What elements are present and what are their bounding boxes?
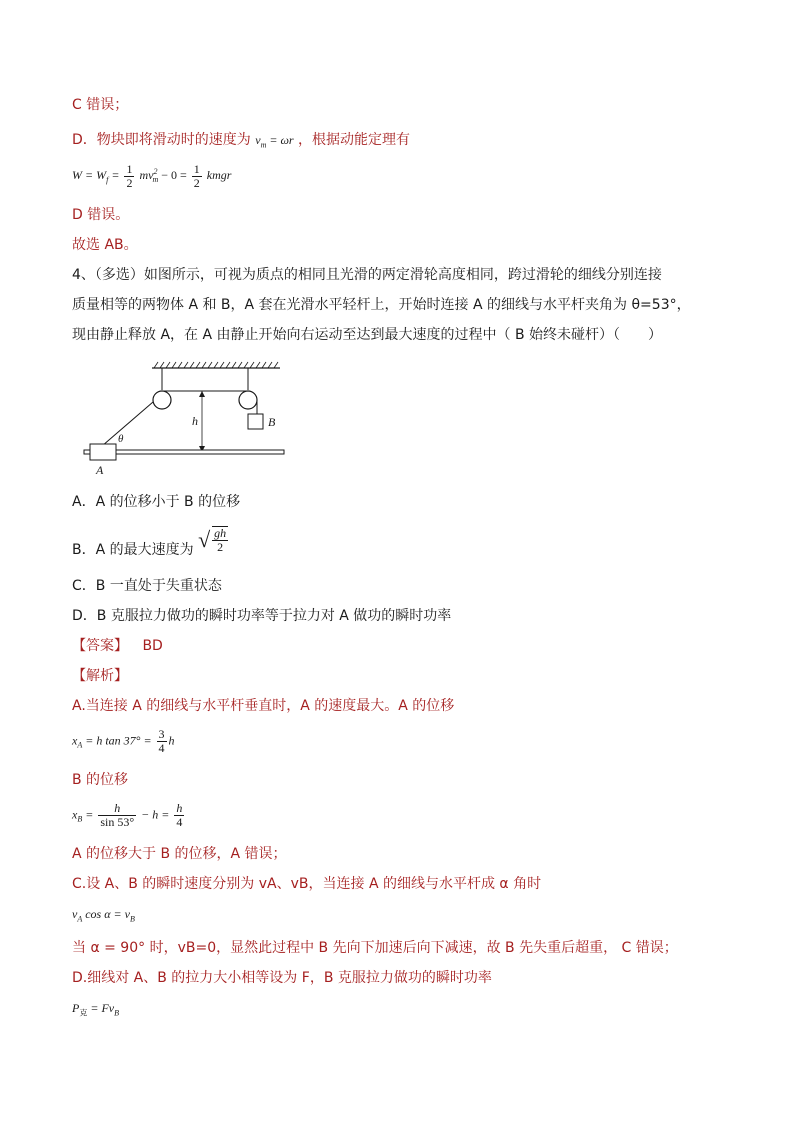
b-displacement-label: B 的位移: [72, 772, 129, 788]
left-pulley: [153, 391, 171, 409]
sqrt-formula: √ $\frac{gh}{2}$: [198, 526, 227, 554]
c-wrong-text: C 错误；: [72, 97, 129, 113]
answer-label: 【答案】: [72, 638, 128, 654]
d-speed-text: D．物块即将滑动时的速度为: [72, 132, 251, 148]
xa-equation: $x_A = h$ tan 37° = $\frac{3}{4}$ h: [72, 727, 175, 755]
d-speed-line: [72, 130, 410, 155]
xb-equation: $x_B$ = $\frac{h}{\sin 53^\circ}$ − h = $\frac{h}{4}$: [72, 801, 183, 829]
label-b: B: [268, 415, 276, 429]
c-conclusion: 当 α = 90° 时，vB=0，显然此过程中 B 先向下加速后向下减速，故 B 先失重后超重， C 错误；: [72, 940, 678, 956]
question-line-3: 现由静止释放 A，在 A 由静止开始向右运动至达到最大速度的过程中（ B 始终未碰杆）（ ）: [72, 327, 663, 343]
analysis-a-line: A.当连接 A 的细线与水平杆垂直时，A 的速度最大。A 的位移: [72, 698, 455, 714]
label-theta: θ: [118, 433, 124, 445]
label-a: A: [96, 463, 104, 477]
rope-to-a: [102, 402, 153, 446]
power-equation: $P_克 = Fv_B$: [72, 1001, 119, 1018]
height-arrow-up: [199, 391, 205, 397]
ceiling-hatch: [154, 362, 278, 368]
choose-ab-text: 故选 AB。: [72, 237, 138, 253]
question-line-1: 4、（多选）如图所示，可视为质点的相同且光滑的两定滑轮高度相同，跨过滑轮的细线分别连接: [72, 267, 662, 283]
block-b: [248, 414, 263, 429]
question-line-2: 质量相等的两物体 A 和 B，A 套在光滑水平轻杆上，开始时连接 A 的细线与水平杆夹角为 θ=53°，: [72, 297, 691, 313]
right-pulley: [239, 391, 257, 409]
option-c: C．B 一直处于失重状态: [72, 578, 222, 594]
work-energy-equation: $W = W_f$ = $\frac{1}{2}$ $mv^2_m - 0$ = $\frac{1}{2}$ kmgr: [72, 161, 232, 190]
d-speed-text-post: ，根据动能定理有: [298, 132, 411, 148]
analysis-c-line: C.设 A、B 的瞬时速度分别为 vA、vB，当连接 A 的细线与水平杆成 α 角时: [72, 876, 542, 892]
option-b: B．A 的最大速度为 √ $\frac{gh}{2}$: [72, 536, 230, 564]
answer-value: BD: [142, 638, 163, 654]
d-wrong-text: D 错误。: [72, 207, 130, 223]
velocity-relation: $v_A$ $\cos \alpha = v_B$: [72, 907, 135, 924]
d-speed-formula: $v_m = \omega r$: [255, 133, 294, 150]
a-conclusion: A 的位移大于 B 的位移，A 错误；: [72, 846, 287, 862]
answer-line: [72, 636, 163, 656]
block-a: [90, 444, 116, 460]
analysis-label: 【解析】: [72, 668, 128, 684]
label-h: h: [192, 414, 198, 428]
analysis-d-line: D.细线对 A、B 的拉力大小相等设为 F，B 克服拉力做功的瞬时功率: [72, 970, 492, 986]
option-d: D．B 克服拉力做功的瞬时功率等于拉力对 A 做功的瞬时功率: [72, 608, 452, 624]
pulley-figure: [80, 360, 290, 478]
option-a: A．A 的位移小于 B 的位移: [72, 494, 241, 510]
